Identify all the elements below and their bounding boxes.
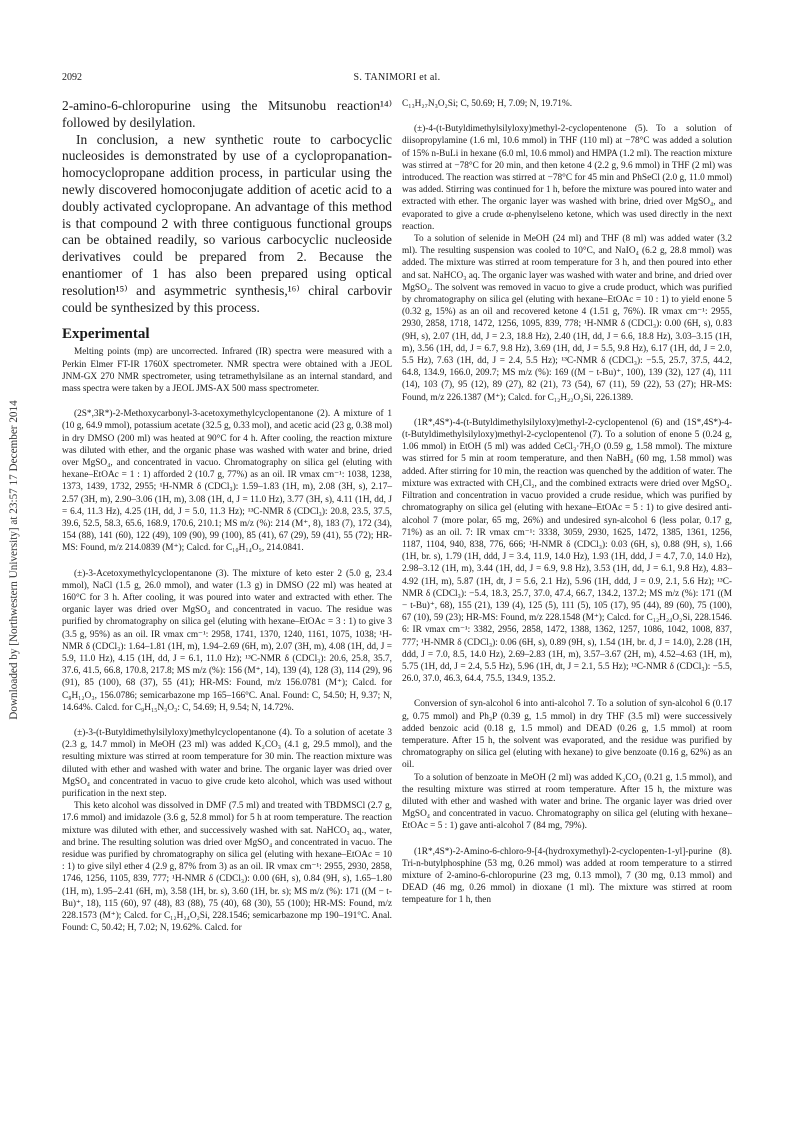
section-title: Experimental bbox=[62, 326, 150, 343]
procedure-compound-5: (±)-4-(t-Butyldimethylsilyloxy)methyl-2-cyclopentenone (5). To a solution of diisopropylamine (1.6 ml, 10.6 mmol) in THF (110 ml) at −78°C was added a solution of 15% n-BuLi in hexane (6.0 ml, 10.6 mmol) and HMPA (1.2 ml). The reaction mixture was stirred at −78°C for 20 min, and then ketone 4 (2.2 g, 9.6 mmol) in THF (2 ml) was introduced. The reaction was stirred at −78°C for 45 min and PhSeCl (2.0 g, 11.0 mmol) was added. Stirring was continued for 1 h, before the mixture was poured into water and extracted with ether. The organic layer was washed with brine, dried over MgSO₄, and evaporated to give a crude α-phenylseleno ketone, which was used directly in the next reaction. bbox=[402, 124, 732, 232]
analysis-continuation: C₁₃H₂₇N₃O₂Si; C, 50.69; H, 7.09; N, 19.71%. bbox=[402, 99, 573, 109]
intro-continuation: 2-amino-6-chloropurine using the Mitsunobu reaction¹⁴⁾ followed by desilylation. bbox=[62, 98, 392, 130]
running-head-authors: S. TANIMORI et al. bbox=[353, 72, 441, 83]
procedure-compound-5-oxidation: To a solution of selenide in MeOH (24 ml) and THF (8 ml) was added water (3.2 ml). The resulting suspension was cooled to 10°C, and NaIO₄ (6.2 g, 28.8 mmol) was added. The mixture was stirred at room temperature for 3 h, and then poured into ether and sat. NaHCO₃ aq. The organic layer was washed with water and brine, and dried over MgSO₄. The solvent was removed in vacuo to give a crude product, which was purified by chromatography on silica gel (eluting with hexane–EtOAc = 10 : 1) to yield enone 5 (0.32 g, 15%) as an oil and recovered ketone 4 (1.51 g, 76%). IR νmax cm⁻¹: 2955, 2930, 2858, 1718, 1472, 1256, 1095, 839, 778; ¹H-NMR δ (CDCl₃): 0.00 (6H, s), 0.83 (9H, s), 2.07 (1H, dd, J = 2.3, 18.8 Hz), 2.40 (1H, dd, J = 6.6, 18.8 Hz), 3.03–3.15 (1H, m), 3.56 (1H, dd, J = 6.7, 9.8 Hz), 3.69 (1H, dd, J = 5.5, 9.8 Hz), 6.17 (1H, dd, J = 2.0, 5.5 Hz), 7.63 (1H, dd, J = 2.4, 5.5 Hz); ¹³C-NMR δ (CDCl₃): −5.5, 25.7, 37.5, 44.2, 64.8, 134.9, 166.0, 209.7; MS m/z (%): 169 ((M − t-Bu)⁺, 100), 139 (32), 127 (4), 111 (14), 103 (7), 95 (12), 89 (27), 82 (21), 73 (54), 67 (11), 59 (22), 53 (27); HR-MS: Found, m/z 226.1387 (M⁺); Calcd. for C₁₂H₂₂O₂Si, 226.1389. bbox=[402, 234, 732, 403]
procedure-conversion-hydrolysis: To a solution of benzoate in MeOH (2 ml) was added K₂CO₃ (0.21 g, 1.5 mmol), and the resulting mixture was stirred at room temperature. After 15 h, the mixture was diluted with ether and washed with water and brine. The organic layer was dried over MgSO₄ and concentrated in vacuo. Chromatography on silica gel (eluting with hexane–EtOAc = 5 : 1) gave anti-alcohol 7 (84 mg, 79%). bbox=[402, 772, 732, 832]
experimental-general: Melting points (mp) are uncorrected. Infrared (IR) spectra were measured with a Perkin Elmer FT-IR 1760X spectrometer. NMR spectra were obtained with a JEOL JNM-GX 270 NMR spectrometer, using tetramethylsilane as an internal standard, and mass spectra were taken by a JEOL JMS-AX 500 mass spectrometer. bbox=[62, 347, 392, 394]
procedure-compound-4: (±)-3-(t-Butyldimethylsilyloxy)methylcyclopentanone (4). To a solution of acetate 3 (2.3 g, 14.7 mmol) in MeOH (23 ml) was added K₂CO₃ (4.1 g, 29.5 mmol), and the resulting mixture was stirred at room temperature for 30 min. The reaction mixture was diluted with ether and washed with water and brine. The organic layer was dried over MgSO₄ and concentrated in vacuo to give crude keto alcohol, which was used without purification in the next step. bbox=[62, 728, 392, 800]
download-watermark-text: Downloaded by [Northwestern University] at 23:57 17 December 2014 bbox=[8, 400, 20, 720]
procedure-conversion-6-to-7: Conversion of syn-alcohol 6 into anti-alcohol 7. To a solution of syn-alcohol 6 (0.17 g, 0.75 mmol) and Ph₃P (0.39 g, 1.5 mmol) in dry THF (3.5 ml) were successively added benzoic acid (0.18 g, 1.5 mmol) and DEAD (0.26 g, 1.5 mmol) at room temperature. After 15 h, the solvent was evaporated, and the residue was purified by chromatography on silica gel (eluting with hexane) to give benzoate (0.16 g, 62%) as an oil. bbox=[402, 699, 732, 771]
left-column bbox=[62, 98, 392, 935]
procedure-compounds-6-7: (1R*,4S*)-4-(t-Butyldimethylsilyloxy)methyl-2-cyclopentenol (6) and (1S*,4S*)-4-(t-Butyldimethylsilyloxy)methyl-2-cyclopentenol (7). To a solution of enone 5 (0.24 g, 1.06 mmol) in EtOH (5 ml) was added CeCl₃·7H₂O (0.59 g, 1.58 mmol). The mixture was stirred for 5 min at room temperature, and then NaBH₄ (60 mg, 1.58 mmol) was added. After stirring for 10 min, the reaction was quenched by the addition of water. The mixture was extracted with CH₂Cl₂, and the combined extracts were dried over MgSO₄. Filtration and concentration in vacuo provided a crude residue, which was purified by chromatography on silica gel (eluting with hexane–EtOAc = 5 : 1) to give desired anti-alcohol 7 (more polar, 65 mg, 26%) and undesired syn-alcohol 6 (less polar, 0.17 g, 71%) as an oil. 7: IR νmax cm⁻¹: 3338, 3059, 2930, 1625, 1472, 1385, 1361, 1256, 1187, 1104, 940, 838, 776, 666; ¹H-NMR δ (CDCl₃): 0.03 (6H, s), 0.88 (9H, s), 1.66 (1H, br. s), 1.79 (1H, ddd, J = 3.4, 11.9, 14.0 Hz), 1.93 (1H, ddd, J = 4.7, 7.0, 14.0 Hz), 2.98–3.12 (1H, m), 3.44 (1H, dd, J = 6.9, 9.8 Hz), 3.53 (1H, dd, J = 6.1, 9.8 Hz), 4.83–4.92 (1H, m), 5.87 (1H, dt, J = 5.6, 2.1 Hz), 5.96 (1H, ddd, J = 0.9, 2.1, 5.6 Hz); ¹³C-NMR δ (CDCl₃): −5.4, 18.3, 25.7, 37.0, 47.4, 66.7, 134.2, 137.2; MS m/z (%): 171 ((M − t-Bu)⁺, 68), 155 (21), 139 (4), 125 (5), 111 (5), 105 (17), 95 (44), 89 (60), 75 (100), 67 (10), 59 (23); HR-MS: Found, m/z 228.1548 (M⁺); Calcd. for C₁₂H₂₄O₂Si, 228.1546. 6: IR νmax cm⁻¹: 3382, 2956, 2858, 1472, 1388, 1362, 1257, 1086, 1042, 1008, 837, 777; ¹H-NMR δ (CDCl₃): 0.06 (6H, s), 0.89 (9H, s), 1.54 (1H, br. d, J = 14.0), 2.28 (1H, ddd, J = 7.0, 8.5, 14.0 Hz), 2.69–2.83 (1H, m), 3.57–3.67 (2H, m), 4.52–4.63 (1H, m), 5.75 (1H, dd, J = 2.4, 5.5 Hz), 5.96 (1H, dt, J = 2.1, 5.5 Hz); ¹³C-NMR δ (CDCl₃): −5.5, 26.0, 37.0, 46.3, 64.4, 75.5, 134.9, 135.2. bbox=[402, 417, 732, 685]
page-number: 2092 bbox=[62, 72, 82, 83]
download-watermark bbox=[6, 340, 22, 780]
procedure-compound-3: (±)-3-Acetoxymethylcyclopentanone (3). The mixture of keto ester 2 (5.0 g, 23.4 mmol), NaCl (1.5 g, 26.0 mmol), and water (1.3 g) in DMSO (22 ml) was heated at 160°C for 3 h. After cooling, it was poured into water and extracted with ether. The organic layer was dried over MgSO₄ and concentrated in vacuo. The residue was purified by chromatography on silica gel (eluting with hexane–EtOAc = 3 : 1) to give 3 (3.5 g, 95%) as an oil. IR νmax cm⁻¹: 2958, 1741, 1370, 1240, 1161, 1075, 1038; ¹H-NMR δ (CDCl₃): 1.64–1.81 (1H, m), 1.94–2.69 (6H, m), 2.07 (3H, m), 4.08 (1H, dd, J = 5.9, 11.0 Hz), 4.15 (1H, dd, J = 6.1, 11.0 Hz); ¹³C-NMR δ (CDCl₃): 20.6, 25.8, 35.7, 37.6, 41.5, 66.8, 170.8, 217.8; MS m/z (%): 156 (M⁺, 14), 139 (4), 128 (3), 114 (29), 96 (91), 85 (100), 68 (37), 55 (41); HR-MS: Found, m/z 156.0781 (M⁺); Calcd. for C₈H₁₂O₃, 156.0786; semicarbazone mp 165–166°C. Anal. Found: C, 54.50; H, 9.37; N, 14.64%. Calcd. for C₉H₁₅N₃O₃: C, 54.69; H, 9.54; N, 14.72%. bbox=[62, 568, 392, 713]
conclusion-paragraph: In conclusion, a new synthetic route to carbocyclic nucleosides is demonstrated by use of a cyclopropanation-homocyclopropane addition process, in particular using the newly discovered homoconjugate addition of acetic acid to a doubly activated cyclopropane. An advantage of this method is that compound 2 with three contiguous functional groups can be obtained readily, so various carbocyclic nucleoside derivatives could be prepared from 2. Because the enantiomer of 1 has also been prepared using optical resolution¹⁵⁾ and asymmetric synthesis,¹⁶⁾ chiral carbovir could be synthesized by this process. bbox=[62, 131, 392, 315]
procedure-compound-8: (1R*,4S*)-2-Amino-6-chloro-9-[4-(hydroxymethyl)-2-cyclopenten-1-yl]-purine (8). Tri-n-butylphosphine (53 mg, 0.26 mmol) was added at room temperature to a stirred mixture of 2-amino-6-chloropurine (23 mg, 0.13 mmol), 7 (30 mg, 0.13 mmol) and DEAD (46 mg, 0.26 mmol) in dioxane (1 ml). The mixture was stirred at room tempeature for 1 h, then bbox=[402, 846, 732, 906]
procedure-compound-4-silylation: This keto alcohol was dissolved in DMF (7.5 ml) and treated with TBDMSCl (2.7 g, 17.6 mmol) and imidazole (3.6 g, 52.8 mmol) for 5 h at room temperature. The reaction mixture was diluted with ether, and successively washed with sat. NaHCO₃ aq., water, and brine. The resulting solution was dried over MgSO₄ and concentrated in vacuo. The residue was purified by chromatography on silica gel (eluting with hexane–EtOAc = 10 : 1) to give silyl ether 4 (2.9 g, 87% from 3) as an oil. IR νmax cm⁻¹: 2955, 2930, 2858, 1746, 1256, 1105, 839, 777; ¹H-NMR δ (CDCl₃): 0.00 (6H, s), 0.84 (9H, s), 1.65–1.80 (1H, m), 1.95–2.41 (6H, m), 3.58 (1H, br. s), 3.60 (1H, br. s); MS m/z (%): 171 ((M − t-Bu)⁺, 18), 115 (60), 97 (48), 83 (88), 75 (40), 68 (30), 55 (100); HR-MS: Found, m/z 228.1573 (M⁺); Calcd. for C₁₂H₂₄O₂Si, 228.1546; semicarbazone mp 190–191°C. Anal. Found: C, 50.42; H, 7.02; N, 19.62%. Calcd. for bbox=[62, 801, 392, 934]
page-header bbox=[62, 72, 732, 86]
right-column bbox=[402, 98, 732, 907]
procedure-compound-2: (2S*,3R*)-2-Methoxycarbonyl-3-acetoxymethylcyclopentanone (2). A mixture of 1 (10 g, 64.9 mmol), potassium acetate (32.5 g, 0.33 mol), and acetic acid (23 g, 0.38 mol) in dry DMSO (200 ml) was heated at 90°C for 4 h. After cooling, the reaction mixture was diluted with ether, and the organic phase was washed with water and brine, dried over MgSO₄, and concentrated in vacuo. Chromatography on silica gel (eluting with hexane–EtOAc = 1 : 1) afforded 2 (10.7 g, 77%) as an oil. IR νmax cm⁻¹: 1038, 1238, 1373, 1439, 1732, 2955; ¹H-NMR δ (CDCl₃): 1.59–1.83 (1H, m), 2.08 (3H, s), 2.17–2.57 (3H, m), 2.90–3.06 (1H, m), 3.08 (1H, d, J = 11.0 Hz), 3.77 (3H, s), 4.11 (1H, dd, J = 6.4, 11.3 Hz), 4.25 (1H, dd, J = 5.0, 11.3 Hz); ¹³C-NMR δ (CDCl₃): 20.8, 23.5, 37.5, 39.6, 52.5, 58.3, 65.6, 168.9, 170.6, 210.1; MS m/z (%): 214 (M⁺, 8), 183 (7), 172 (34), 154 (88), 141 (60), 122 (49), 109 (90), 99 (100), 85 (41), 67 (29), 59 (41), 55 (72); HR-MS: Found, m/z 214.0839 (M⁺); Calcd. for C₁₀H₁₄O₅, 214.0841. bbox=[62, 409, 392, 554]
